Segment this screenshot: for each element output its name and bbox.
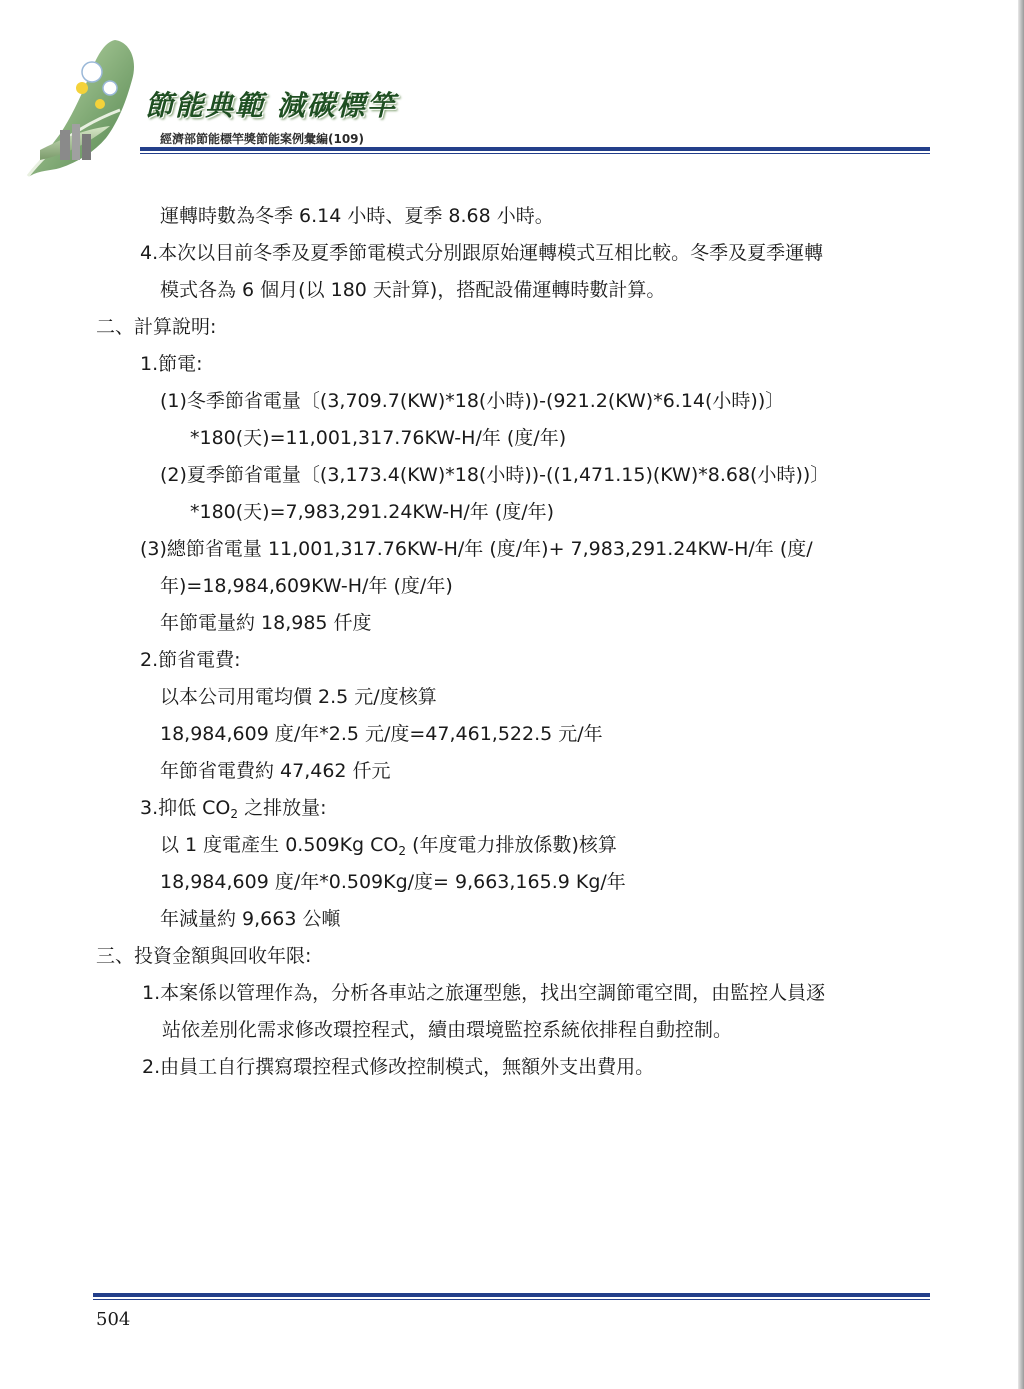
text-span: (年度電力排放係數)核算 — [406, 834, 617, 856]
text-line: 18,984,609 度/年*0.509Kg/度= 9,663,165.9 Kg/年 — [160, 871, 626, 893]
subsection-heading-co2 — [140, 796, 326, 822]
text-line: 模式各為 6 個月(以 180 天計算)，搭配設備運轉時數計算。 — [160, 279, 666, 301]
text-line: 2.由員工自行撰寫環控程式修改控制模式，無額外支出費用。 — [142, 1056, 655, 1078]
subsection-heading-power-saving: 1.節電: — [140, 353, 203, 375]
subsection-heading-cost-saving: 2.節省電費: — [140, 649, 241, 671]
text-span: 之排放量: — [238, 797, 327, 819]
subscript-2: 2 — [398, 844, 407, 858]
header-subtitle: 經濟部節能標竿獎節能案例彙編(109) — [160, 132, 365, 146]
text-line: 4.本次以目前冬季及夏季節電模式分別跟原始運轉模式互相比較。冬季及夏季運轉 — [140, 242, 824, 264]
taiwan-leaf-logo-icon — [20, 30, 145, 180]
page-number: 504 — [96, 1309, 131, 1330]
text-line: 站依差別化需求修改環控程式，續由環境監控系統依排程自動控制。 — [162, 1019, 733, 1041]
text-line: (3)總節省電量 11,001,317.76KW-H/年 (度/年)+ 7,983,291.24KW-H/年 (度/ — [140, 538, 813, 560]
text-line: 1.本案係以管理作為，分析各車站之旅運型態，找出空調節電空間，由監控人員逐 — [142, 982, 826, 1004]
footer-rule-thin — [93, 1299, 930, 1300]
section-heading-calculation: 二、計算說明: — [96, 316, 217, 338]
text-line: 年)=18,984,609KW-H/年 (度/年) — [160, 575, 453, 597]
text-line: 18,984,609 度/年*2.5 元/度=47,461,522.5 元/年 — [160, 723, 603, 745]
text-span: 以 1 度電產生 0.509Kg CO — [160, 834, 399, 856]
text-line: 運轉時數為冬季 6.14 小時、夏季 8.68 小時。 — [160, 205, 554, 227]
header-title: 節能典範 減碳標竿 — [145, 89, 397, 122]
text-line: (1)冬季節省電量〔(3,709.7(KW)*18(小時))-(921.2(KW)*6.14(小時))〕 — [160, 390, 785, 412]
subscript-2: 2 — [230, 807, 239, 821]
text-line: *180(天)=11,001,317.76KW-H/年 (度/年) — [190, 427, 567, 449]
text-line: 年節省電費約 47,462 仟元 — [160, 760, 391, 782]
text-line — [160, 833, 617, 859]
text-line: (2)夏季節省電量〔(3,173.4(KW)*18(小時))-((1,471.15)(KW)*8.68(小時))〕 — [160, 464, 830, 486]
header-rule-thick — [140, 147, 930, 151]
footer-rule-thick — [93, 1293, 930, 1297]
text-span: 3.抑低 CO — [140, 797, 231, 819]
page-edge-shadow — [1018, 0, 1024, 1389]
section-heading-investment: 三、投資金額與回收年限: — [96, 945, 312, 967]
page-header — [0, 0, 1024, 190]
header-rule-thin — [140, 153, 930, 154]
text-line: 以本公司用電均價 2.5 元/度核算 — [160, 686, 437, 708]
text-line: 年減量約 9,663 公噸 — [160, 908, 341, 930]
text-line: 年節電量約 18,985 仟度 — [160, 612, 372, 634]
text-line: *180(天)=7,983,291.24KW-H/年 (度/年) — [190, 501, 555, 523]
